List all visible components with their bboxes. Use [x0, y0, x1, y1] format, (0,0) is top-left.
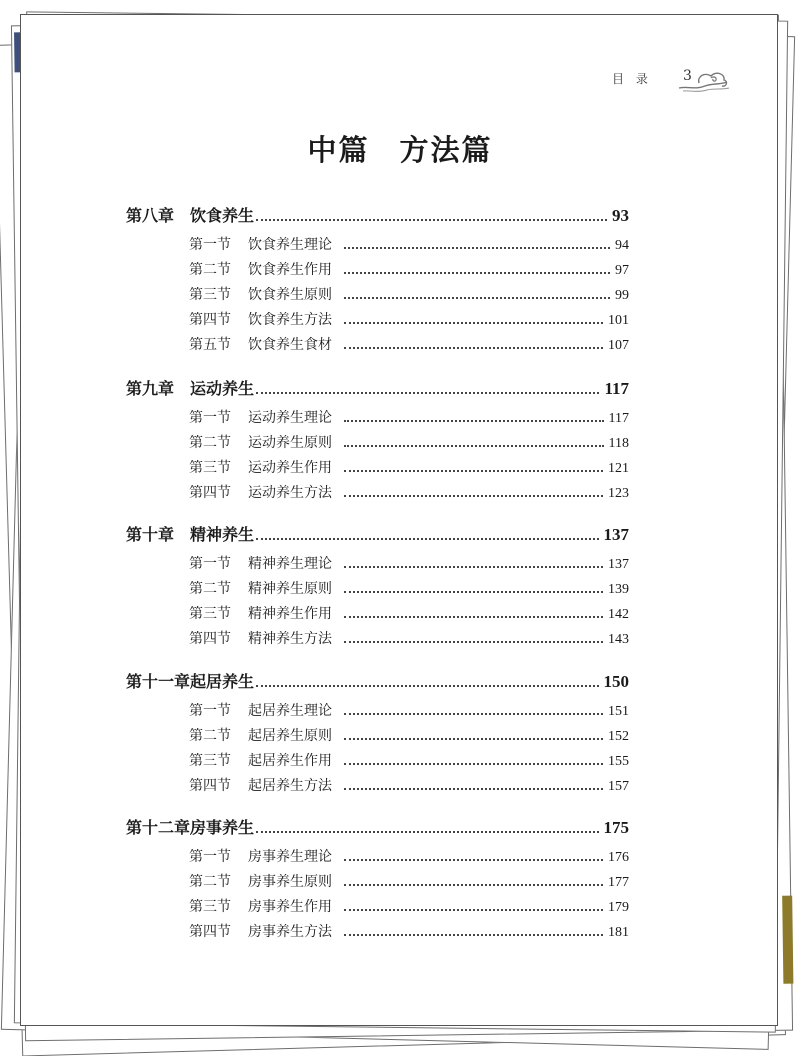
chapter-page-number: 137 [603, 525, 629, 544]
section-entry[interactable] [189, 482, 629, 502]
dot-leader [344, 738, 603, 740]
section-page-number: 176 [608, 850, 629, 865]
dot-leader [344, 859, 603, 861]
dot-leader [344, 616, 603, 618]
section-page-number: 155 [608, 754, 629, 769]
section-label: 第三节 [189, 606, 231, 622]
section-title: 饮食养生食材 [248, 337, 332, 353]
section-title: 饮食养生作用 [248, 262, 332, 278]
section-label: 第三节 [189, 753, 231, 769]
dot-leader [344, 247, 610, 249]
chapter-title: 起居养生 [190, 672, 255, 691]
section-title: 饮食养生方法 [248, 312, 332, 328]
section-page-number: 179 [608, 900, 629, 915]
section-page-number: 97 [615, 263, 629, 278]
section-page-number: 181 [608, 925, 629, 940]
chapter-page-number: 117 [604, 379, 629, 398]
section-label: 第四节 [189, 924, 231, 940]
section-title: 精神养生方法 [248, 631, 332, 647]
dot-leader [344, 445, 604, 447]
section-label: 第四节 [189, 631, 231, 647]
section-entry[interactable] [189, 775, 629, 795]
section-page-number: 139 [608, 582, 629, 597]
section-entry[interactable] [189, 284, 629, 304]
section-entry[interactable] [189, 407, 629, 427]
section-page-number: 121 [608, 461, 629, 476]
dot-leader [256, 392, 599, 394]
section-page-number: 101 [608, 313, 629, 328]
section-page-number: 107 [608, 338, 629, 353]
chapter-title: 运动养生 [190, 379, 255, 398]
section-page-number: 143 [608, 632, 629, 647]
chapter-label: 第十二章 [126, 818, 191, 837]
section-label: 第三节 [189, 460, 231, 476]
section-label: 第五节 [189, 337, 231, 353]
dot-leader [344, 322, 603, 324]
dot-leader [344, 763, 603, 765]
section-page-number: 117 [608, 411, 629, 426]
section-title: 房事养生原则 [248, 874, 332, 890]
section-entry[interactable] [189, 725, 629, 745]
section-page-number: 137 [608, 557, 629, 572]
section-label: 第一节 [189, 703, 231, 719]
part-title-sub: 方法篇 [399, 133, 493, 167]
section-title: 起居养生方法 [248, 778, 332, 794]
section-page-number: 99 [615, 288, 629, 303]
section-title: 起居养生原则 [248, 728, 332, 744]
section-page-number: 152 [608, 729, 629, 744]
running-head [0, 0, 800, 100]
section-title: 房事养生方法 [248, 924, 332, 940]
section-entry[interactable] [189, 334, 629, 354]
section-label: 第一节 [189, 237, 231, 253]
section-page-number: 157 [608, 779, 629, 794]
section-page-number: 177 [608, 875, 629, 890]
chapter-entry[interactable] [126, 376, 629, 399]
section-entry[interactable] [189, 871, 629, 891]
section-entry[interactable] [189, 921, 629, 941]
dot-leader [344, 591, 603, 593]
section-label: 第一节 [189, 410, 231, 426]
section-label: 第四节 [189, 485, 231, 501]
section-entry[interactable] [189, 457, 629, 477]
section-title: 运动养生理论 [248, 410, 332, 426]
dot-leader [344, 788, 603, 790]
chapter-label: 第九章 [126, 379, 175, 398]
section-entry[interactable] [189, 309, 629, 329]
section-label: 第四节 [189, 312, 231, 328]
chapter-title: 精神养生 [190, 525, 255, 544]
part-title [0, 128, 800, 169]
section-entry[interactable] [189, 750, 629, 770]
section-entry[interactable] [189, 578, 629, 598]
section-page-number: 94 [615, 238, 629, 253]
section-title: 起居养生作用 [248, 753, 332, 769]
section-title: 房事养生作用 [248, 899, 332, 915]
chapter-page-number: 150 [603, 672, 629, 691]
section-label: 第二节 [189, 262, 231, 278]
section-entry[interactable] [189, 234, 629, 254]
dot-leader [256, 219, 607, 221]
dot-leader [344, 420, 604, 422]
section-label: 第一节 [189, 849, 231, 865]
dot-leader [344, 297, 610, 299]
section-page-number: 151 [608, 704, 629, 719]
running-head-title: 目 录 [612, 72, 652, 86]
section-entry[interactable] [189, 896, 629, 916]
section-entry[interactable] [189, 700, 629, 720]
chapter-entry[interactable] [126, 669, 629, 692]
section-label: 第三节 [189, 899, 231, 915]
part-title-main: 中篇 [307, 133, 370, 167]
dot-leader [344, 641, 603, 643]
section-entry[interactable] [189, 553, 629, 573]
section-label: 第四节 [189, 778, 231, 794]
dot-leader [344, 347, 603, 349]
section-entry[interactable] [189, 259, 629, 279]
running-head-page-number: 3 [683, 68, 692, 84]
section-label: 第二节 [189, 435, 231, 451]
dot-leader [344, 934, 603, 936]
section-entry[interactable] [189, 432, 629, 452]
chapter-title: 饮食养生 [190, 206, 255, 225]
section-page-number: 118 [608, 436, 629, 451]
section-title: 房事养生理论 [248, 849, 332, 865]
section-label: 第二节 [189, 581, 231, 597]
chapter-label: 第十一章 [126, 672, 191, 691]
section-title: 精神养生理论 [248, 556, 332, 572]
section-entry[interactable] [189, 628, 629, 648]
section-page-number: 142 [608, 607, 629, 622]
dot-leader [344, 713, 603, 715]
chapter-entry[interactable] [126, 203, 629, 226]
dot-leader [344, 272, 610, 274]
section-entry[interactable] [189, 846, 629, 866]
section-title: 运动养生方法 [248, 485, 332, 501]
dot-leader [344, 909, 603, 911]
section-title: 饮食养生原则 [248, 287, 332, 303]
chapter-title: 房事养生 [190, 818, 255, 837]
section-title: 精神养生原则 [248, 581, 332, 597]
section-label: 第二节 [189, 874, 231, 890]
chapter-entry[interactable] [126, 522, 629, 545]
section-title: 饮食养生理论 [248, 237, 332, 253]
chapter-entry[interactable] [126, 815, 629, 838]
dot-leader [256, 685, 598, 687]
section-label: 第一节 [189, 556, 231, 572]
section-label: 第三节 [189, 287, 231, 303]
section-title: 运动养生作用 [248, 460, 332, 476]
chapter-page-number: 93 [612, 206, 629, 225]
dot-leader [344, 470, 603, 472]
section-entry[interactable] [189, 603, 629, 623]
section-page-number: 123 [608, 486, 629, 501]
section-title: 精神养生作用 [248, 606, 332, 622]
dot-leader [344, 566, 603, 568]
cover-edge-gold [782, 896, 793, 984]
section-title: 运动养生原则 [248, 435, 332, 451]
section-label: 第二节 [189, 728, 231, 744]
section-title: 起居养生理论 [248, 703, 332, 719]
chapter-page-number: 175 [603, 818, 629, 837]
dot-leader [344, 495, 603, 497]
dot-leader [256, 831, 598, 833]
dot-leader [344, 884, 603, 886]
dot-leader [256, 538, 598, 540]
chapter-label: 第十章 [126, 525, 175, 544]
chapter-label: 第八章 [126, 206, 175, 225]
